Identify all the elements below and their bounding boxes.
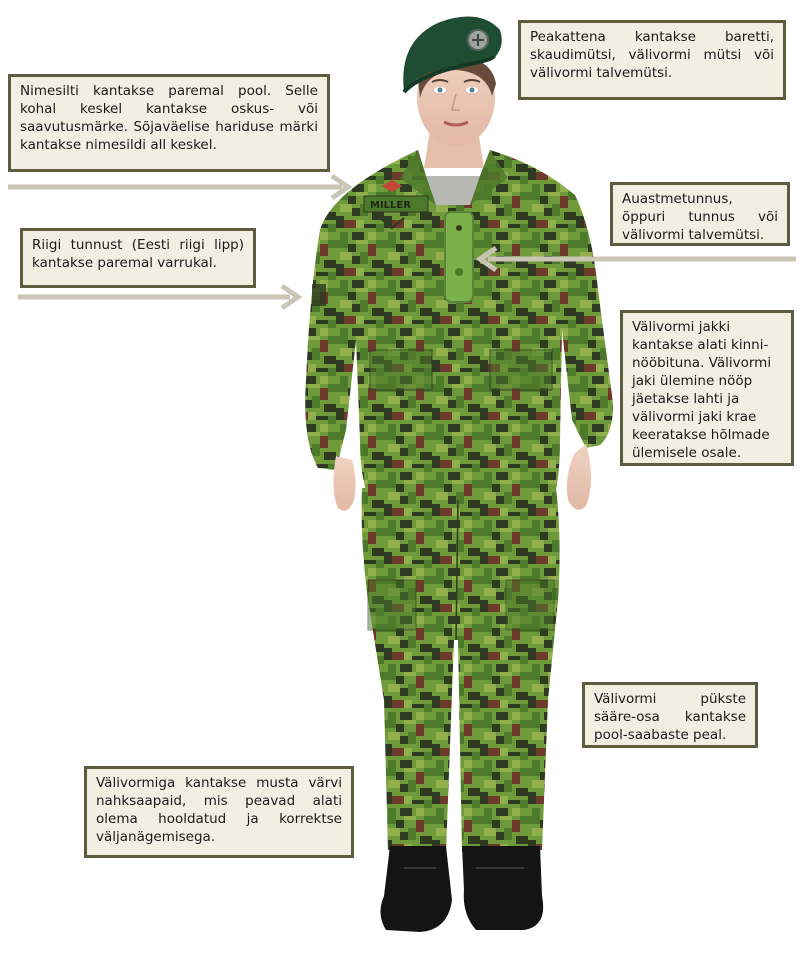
name-tag-text: MILLER: [370, 200, 411, 211]
arrow-right-icon: [0, 172, 360, 202]
right-boot: [462, 846, 543, 930]
flag-patch: [312, 284, 326, 306]
callout-jacket: Välivormi jakki kantakse alati kinni-nööbituna. Välivormi jaki ülemine nööp jäetakse lahti ja välivormi jaki krae keeratakse hõlmade ülemisele osale.: [620, 310, 794, 466]
callout-nametag: Nimesilti kantakse paremal pool. Selle kohal keskel kantakse oskus- või saavutusmärke. Sõjaväelise hariduse märki kantakse nimesildi all keskel.: [8, 74, 330, 172]
right-hand: [567, 444, 591, 510]
trousers: [362, 488, 560, 852]
callout-trousers: Välivormi pükste sääre-osa kantakse pool-saabaste peal.: [582, 682, 758, 748]
arrow-left-icon: [474, 244, 800, 274]
left-boot: [380, 846, 452, 932]
callout-rank: Auastmetunnus, õppuri tunnus või välivormi talvemütsi.: [610, 182, 790, 246]
callout-flag: Riigi tunnust (Eesti riigi lipp) kantakse paremal varrukal.: [20, 228, 256, 288]
callout-headgear: Peakattena kantakse baretti, skaudimütsi, välivormi mütsi või välivormi talvemütsi.: [518, 20, 786, 100]
callout-boots: Välivormiga kantakse musta värvi nahksaapaid, mis peavad alati olema hooldatud ja korrektse väljanägemisega.: [84, 766, 354, 858]
left-hand: [333, 456, 355, 511]
